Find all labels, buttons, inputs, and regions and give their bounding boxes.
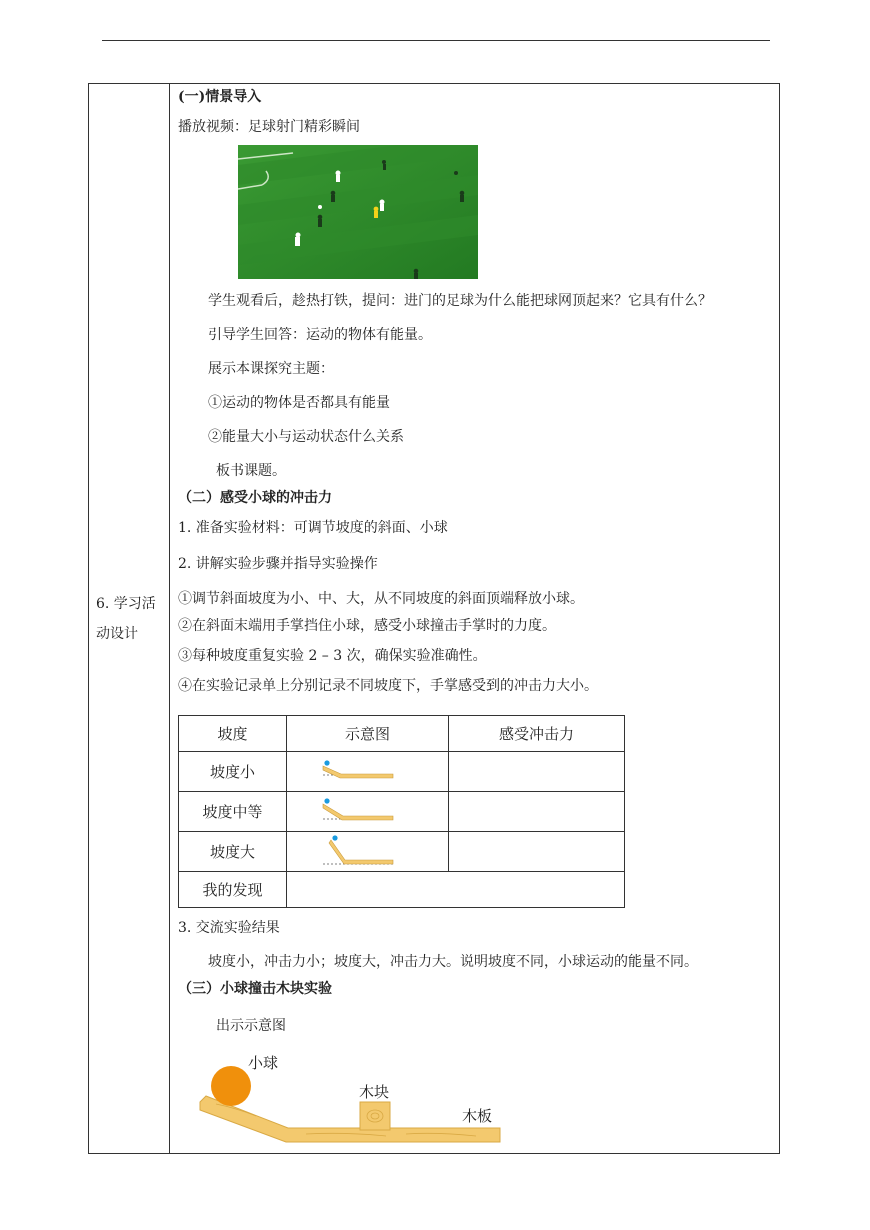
table-header-row [179, 716, 625, 752]
header-diagram: 示意图 [287, 716, 449, 752]
row-label-large: 坡度大 [179, 832, 287, 872]
result-text: 坡度小，冲击力小；坡度大，冲击力大。说明坡度不同，小球运动的能量不同。 [208, 954, 698, 970]
video-line: 播放视频：足球射门精彩瞬间 [178, 119, 360, 135]
section1-heading: (一)情景导入 [178, 89, 262, 105]
step-list-item-2: 2. 讲解实验步骤并指导实验操作 [178, 556, 378, 572]
table-row [179, 872, 625, 908]
para-board-title: 板书课题。 [216, 463, 286, 479]
row-label: 6. 学习活动设计 [96, 596, 156, 642]
para-topic-intro: 展示本课探究主题： [208, 361, 334, 377]
section2-heading: （二）感受小球的冲击力 [178, 490, 332, 506]
header-impact: 感受冲击力 [449, 716, 625, 752]
header-rule [102, 40, 770, 41]
table-row [179, 832, 625, 872]
step-list-item-1: 1. 准备实验材料：可调节坡度的斜面、小球 [178, 520, 448, 536]
soccer-video-image [238, 145, 478, 279]
slope-small-diagram [287, 752, 449, 792]
procedure-step-4: ④在实验记录单上分别记录不同坡度下，手掌感受到的冲击力大小。 [178, 678, 598, 694]
slope-large-diagram [287, 832, 449, 872]
header-slope: 坡度 [179, 716, 287, 752]
step-list-item-3: 3. 交流实验结果 [178, 920, 280, 936]
procedure-step-2: ②在斜面末端用手掌挡住小球，感受小球撞击手掌时的力度。 [178, 618, 556, 634]
topic-item-2: ②能量大小与运动状态什么关系 [208, 429, 404, 445]
procedure-step-3: ③每种坡度重复实验 2 – 3 次，确保实验准确性。 [178, 648, 487, 664]
procedure-step-1: ①调节斜面坡度为小、中、大，从不同坡度的斜面顶端释放小球。 [178, 591, 584, 607]
block-label: 木块 [359, 1083, 390, 1101]
impact-cell-large [449, 832, 625, 872]
row-label-small: 坡度小 [179, 752, 287, 792]
para-question: 学生观看后，趁热打铁，提问：进门的足球为什么能把球网顶起来？它具有什么？ [208, 293, 712, 309]
topic-item-1: ①运动的物体是否都具有能量 [208, 395, 390, 411]
table-row [179, 752, 625, 792]
ball-block-diagram [196, 1048, 516, 1148]
column-divider [169, 83, 170, 1154]
para-answer: 引导学生回答：运动的物体有能量。 [208, 327, 432, 343]
diagram-intro: 出示示意图 [216, 1018, 286, 1034]
impact-cell-medium [449, 792, 625, 832]
finding-label: 我的发现 [179, 872, 287, 908]
section3-heading: （三）小球撞击木块实验 [178, 981, 332, 997]
row-label-medium: 坡度中等 [179, 792, 287, 832]
ball-label: 小球 [248, 1054, 279, 1072]
table-row [179, 792, 625, 832]
impact-cell-small [449, 752, 625, 792]
finding-cell [287, 872, 625, 908]
experiment-record-table [178, 715, 625, 908]
board-label: 木板 [462, 1107, 493, 1125]
slope-medium-diagram [287, 792, 449, 832]
